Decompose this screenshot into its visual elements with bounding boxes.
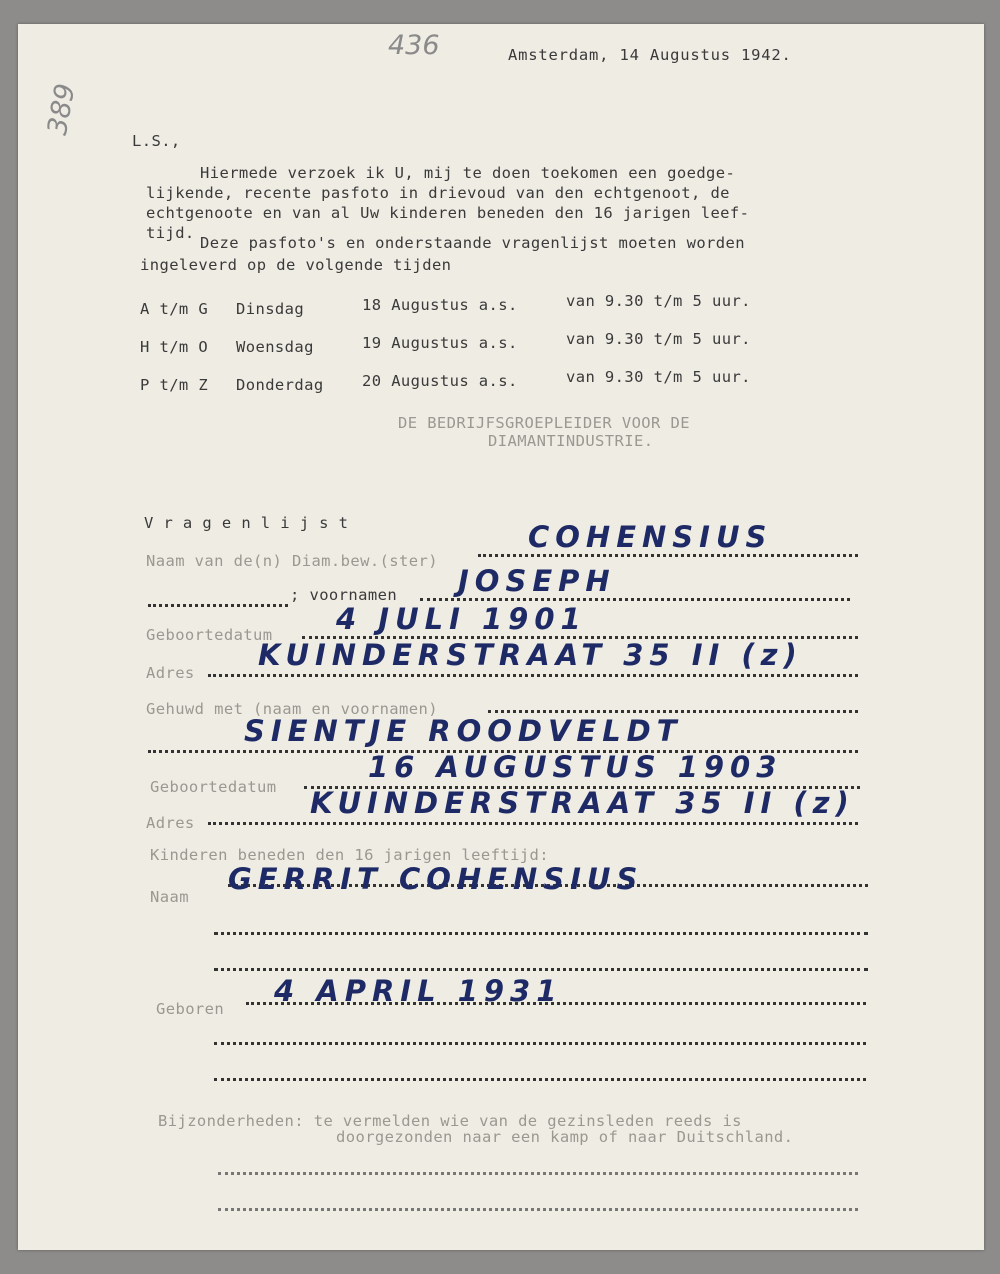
label-birthdate: Geboortedatum <box>146 626 273 644</box>
dotted-line <box>488 710 858 713</box>
schedule-day-2: Woensdag <box>236 338 314 356</box>
schedule-time-3: van 9.30 t/m 5 uur. <box>566 368 751 386</box>
schedule-day-1: Dinsdag <box>236 300 305 318</box>
dotted-line <box>478 554 858 557</box>
label-particulars-1: Bijzonderheden: te vermelden wie van de gezinsleden reeds is <box>158 1112 742 1130</box>
schedule-letters-2: H t/m O <box>140 338 209 356</box>
letter-line-5: Deze pasfoto's en onderstaande vragenlijst moeten worden <box>200 234 745 252</box>
schedule-time-2: van 9.30 t/m 5 uur. <box>566 330 751 348</box>
dotted-line <box>218 1172 858 1175</box>
salutation: L.S., <box>132 132 181 150</box>
dotted-line <box>208 822 858 825</box>
schedule-date-3: 20 Augustus a.s. <box>362 372 518 390</box>
label-particulars-2: doorgezonden naar een kamp of naar Duitschland. <box>336 1128 794 1146</box>
schedule-date-2: 19 Augustus a.s. <box>362 334 518 352</box>
schedule-time-1: van 9.30 t/m 5 uur. <box>566 292 751 310</box>
letter-line-3: echtgenoote en van al Uw kinderen beneden den 16 jarigen leef- <box>146 204 750 222</box>
label-address: Adres <box>146 664 195 682</box>
dotted-line <box>214 968 868 971</box>
dotted-line <box>148 604 288 607</box>
form-title: V r a g e n l i j s t <box>144 514 349 532</box>
schedule-letters-1: A t/m G <box>140 300 209 318</box>
label-children: Kinderen beneden den 16 jarigen leeftijd: <box>150 846 550 864</box>
place-date: Amsterdam, 14 Augustus 1942. <box>508 46 792 64</box>
dotted-line <box>214 1042 866 1045</box>
pencil-number-left: 389 <box>42 81 82 138</box>
value-birthdate: 4 JULI 1901 <box>336 602 587 636</box>
dotted-line <box>420 598 850 601</box>
letter-line-1: Hiermede verzoek ik U, mij te doen toekomen een goedge- <box>200 164 736 182</box>
label-spouse-address: Adres <box>146 814 195 832</box>
label-spouse-birthdate: Geboortedatum <box>150 778 277 796</box>
value-spouse-birthdate: 16 AUGUSTUS 1903 <box>368 750 783 784</box>
label-married-to: Gehuwd met (naam en voornamen) <box>146 700 438 718</box>
label-child-name: Naam <box>150 888 189 906</box>
schedule-day-3: Donderdag <box>236 376 324 394</box>
value-spouse-address: KUINDERSTRAAT 35 II (z) <box>310 786 855 820</box>
dotted-line <box>218 1208 858 1211</box>
letter-line-2: lijkende, recente pasfoto in drievoud van den echtgenoot, de <box>146 184 730 202</box>
signature-line-2: DIAMANTINDUSTRIE. <box>488 432 654 450</box>
schedule-date-1: 18 Augustus a.s. <box>362 296 518 314</box>
value-surname: COHENSIUS <box>528 520 773 554</box>
label-name: Naam van de(n) Diam.bew.(ster) <box>146 552 438 570</box>
dotted-line <box>214 1078 866 1081</box>
value-address: KUINDERSTRAAT 35 II (z) <box>258 638 803 672</box>
signature-line-1: DE BEDRIJFSGROEPLEIDER VOOR DE <box>398 414 690 432</box>
schedule-letters-3: P t/m Z <box>140 376 209 394</box>
letter-line-6: ingeleverd op de volgende tijden <box>140 256 452 274</box>
value-child-born: 4 APRIL 1931 <box>274 974 563 1008</box>
dotted-line <box>214 932 868 935</box>
dotted-line <box>208 674 858 677</box>
letter-line-4: tijd. <box>146 224 195 242</box>
pencil-number-top: 436 <box>388 30 440 61</box>
document-page <box>18 24 984 1250</box>
label-born: Geboren <box>156 1000 225 1018</box>
value-child-name: GERRIT COHENSIUS <box>228 862 644 896</box>
value-spouse: SIENTJE ROODVELDT <box>244 714 683 748</box>
label-first-names: ; voornamen <box>290 586 398 604</box>
value-first-names: JOSEPH <box>458 564 616 598</box>
